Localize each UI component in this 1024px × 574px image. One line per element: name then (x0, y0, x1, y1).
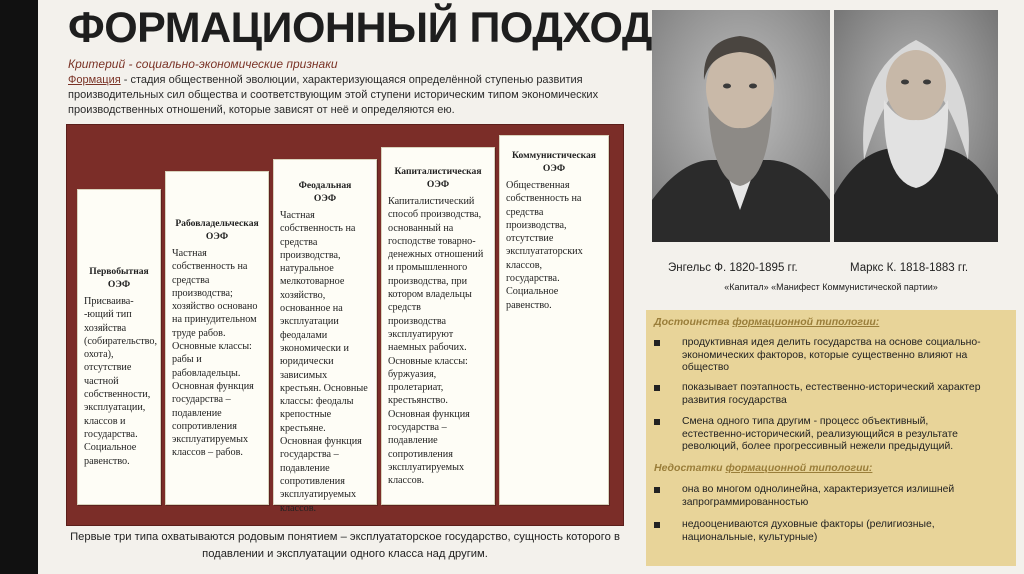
advantages-heading-prefix: Достоинства (654, 316, 733, 328)
formation-primitive (77, 189, 161, 505)
works-caption: «Капитал» «Манифест Коммунистической партии» (724, 282, 938, 292)
formation-communist (499, 135, 609, 505)
slide (38, 0, 1024, 574)
formations-staircase-diagram (66, 124, 624, 526)
formation-title: Феодальная ОЭФ (298, 180, 352, 204)
square-bullet-icon (654, 385, 660, 391)
disadvantages-heading (654, 462, 872, 474)
advantages-heading (654, 316, 879, 328)
left-dark-bar (0, 0, 38, 574)
formation-title: Рабовладельческая ОЭФ (175, 218, 259, 242)
slide-title: ФОРМАЦИОННЫЙ ПОДХОД (68, 4, 652, 52)
formation-feudal (273, 159, 377, 514)
square-bullet-icon (654, 522, 660, 528)
advantage-item: Смена одного типа другим - процесс объективный, естественно-исторический, реализующийся в результате революций, более прогрессивный нежели предыдущий. (654, 416, 1010, 454)
formation-title: Коммунистическая ОЭФ (512, 150, 596, 174)
exploitative-state-note: Первые три типа охватываются родовым понятием – эксплуататорское государство, сущность которого в подавлении и эксплуатации одного класса над другим. (70, 531, 620, 560)
square-bullet-icon (654, 419, 660, 425)
disadvantage-item: недооцениваются духовные факторы (религиозные, национальные, культурные) (654, 519, 1010, 544)
formation-description: Капиталистический способ производства, основанный на господстве товарно- денежных отношений и промышленного производства, при котором владельцы средств производства эксплуатируют наемных рабочих. Основные классы: буржуазия, пролетариат, крестьянство. Основная функция государства – подавление сопротивления эксплуатируемых классов. (388, 196, 484, 487)
square-bullet-icon (654, 487, 660, 493)
engels-caption: Энгельс Ф. 1820-1895 гг. (668, 262, 798, 274)
advantages-heading-term: формационной типологии: (732, 316, 880, 328)
advantage-item: показывает поэтапность, естественно-исторический характер развития государства (654, 382, 1010, 407)
definition-term: Формация (68, 74, 121, 86)
formation-title: Первобытная ОЭФ (89, 266, 149, 290)
formation-definition (68, 73, 628, 118)
definition-text: - стадия общественной эволюции, характеризующаяся определённой ступенью развития производительных сил общества и соответствующим этой ступени историческим типом экономических производственных отношений, которые зависят от неё и определяются ею. (68, 74, 599, 116)
disadvantages-heading-prefix: Недостатки (654, 462, 726, 474)
formation-capitalist (381, 147, 495, 505)
square-bullet-icon (654, 340, 660, 346)
engels-portrait (652, 10, 830, 242)
formation-title: Капиталистическая ОЭФ (394, 166, 482, 190)
disadvantage-item: она во многом однолинейна, характеризуется излишней запрограммированностью (654, 484, 1010, 509)
formation-description: Частная собственность на средства производства; хозяйство основано на принудительном труде рабов. Основные классы: рабы и рабовладельцы. Основная функция государства – подавление сопротивления эксплуатируемых классов – рабов. (172, 248, 258, 459)
formation-slave (165, 171, 269, 505)
marx-caption: Маркс К. 1818-1883 гг. (850, 262, 969, 274)
formation-description: Общественная собственность на средства производства, отсутствие эксплуататорских классов, государства. Социальное равенство. (506, 180, 583, 311)
advantage-item: продуктивная идея делить государства на основе социально- экономических факторов, которые существенно влияют на общество (654, 337, 1010, 375)
formation-description: Частная собственность на средства производства, натуральное мелкотоварное хозяйство, основанное на эксплуатации феодалами экономически и юридически зависимых крестьян. Основные классы: феодалы крепостные крестьяне. Основная функция государства – подавление сопротивления эксплуатируемых классов. (280, 210, 368, 514)
typology-evaluation-panel (646, 310, 1016, 566)
disadvantages-heading-term: формационной типологии: (725, 462, 873, 474)
marx-portrait (834, 10, 998, 242)
criterion-subtitle: Критерий - социально-экономические признаки (68, 57, 338, 71)
formation-description: Присваива- -ющий тип хозяйства (собирательство, охота), отсутствие частной собственности, эксплуатации, классов и государства. Социальное равенство. (84, 296, 158, 467)
